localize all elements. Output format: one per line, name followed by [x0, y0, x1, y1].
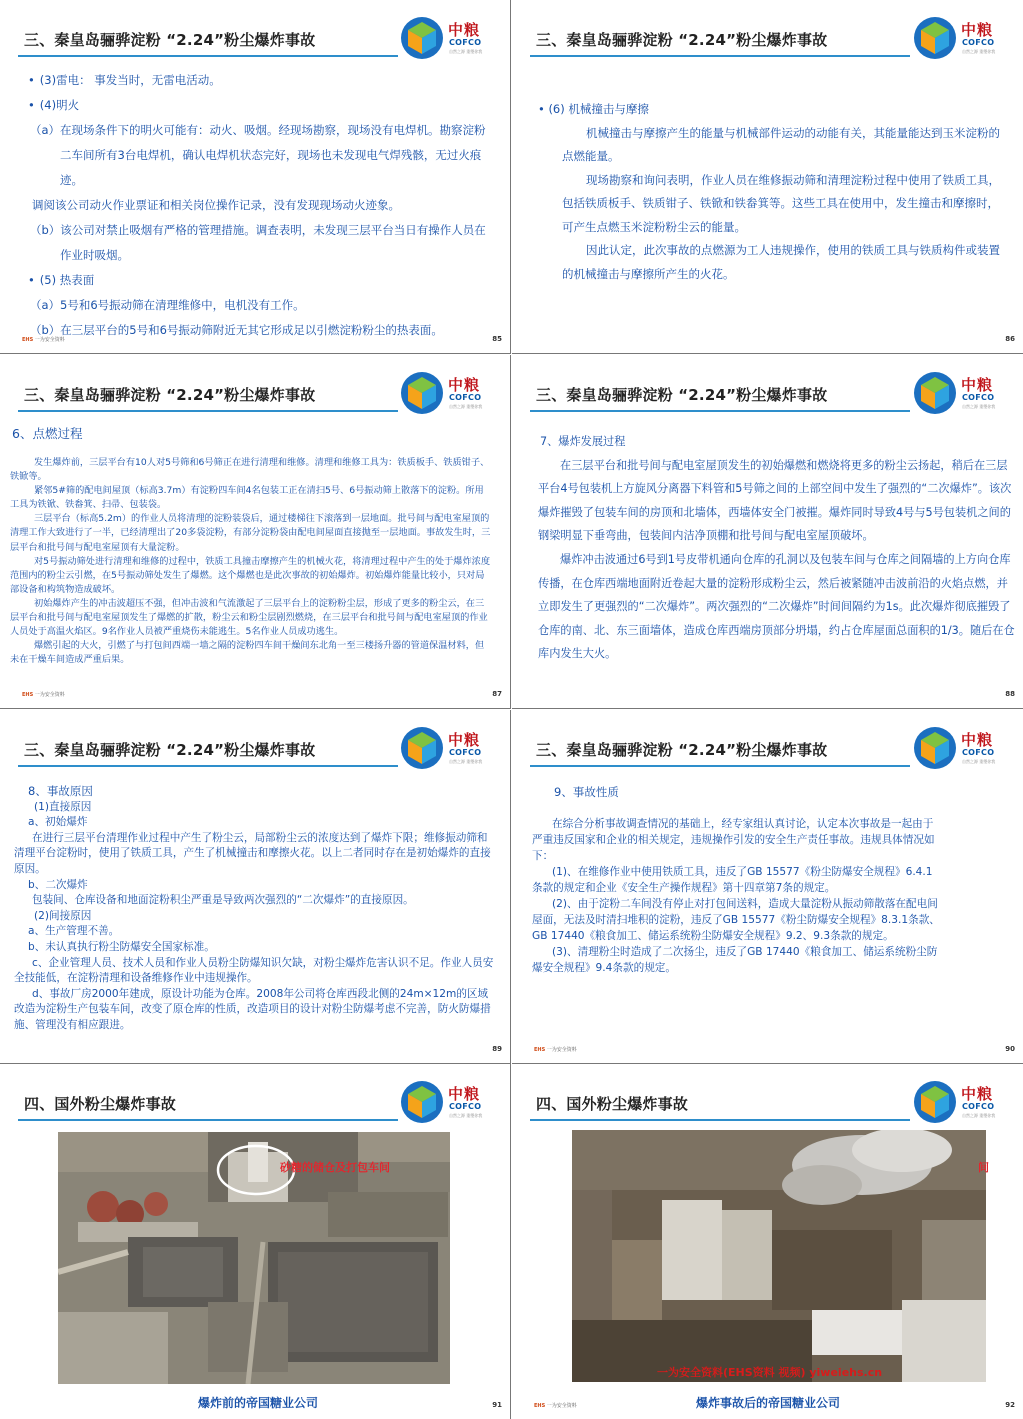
photo-caption: 爆炸前的帝国糖业公司 [198, 1396, 319, 1410]
logo-cn: 中粮 [448, 21, 481, 39]
logo-en: COFCO [962, 393, 995, 402]
cofco-cube-icon [913, 16, 957, 60]
slide-title: 四、国外粉尘爆炸事故 [536, 1095, 689, 1113]
slide-89-line: c、企业管理人员、技术人员和作业人员粉尘防爆知识欠缺，对粉尘爆炸危害认识不足。作业人员安全技能低，在淀粉清理和设备维修作业中违规操作。 [14, 956, 494, 985]
slide-86-para: 因此认定，此次事故的点燃源为工人违规操作，使用的铁质工具与铁质构件或装置的机械撞击与摩擦所产生的火花。 [562, 243, 1000, 281]
logo-tagline: 自然之源 重塑你我 [449, 404, 483, 409]
logo-tagline: 自然之源 重塑你我 [962, 404, 996, 409]
slide-89-line: (2)间接原因 [34, 909, 92, 922]
slide-87-para: 初始爆炸产生的冲击波超压不强，但冲击波和气流激起了三层平台上的淀粉粉尘层，形成了更多的粉尘云，在三层平台和批号间与配电室屋顶发生了爆燃的扩散，粉尘云和粉尘层剧烈燃烧，在三层平台和批号间与配电室屋顶的作业人员处于高温火焰区。9名作业人员被严重烧伤未能逃生。5名作业人员成功逃生。 [10, 597, 488, 638]
slide-89-line: b、未认真执行粉尘防爆安全国家标准。 [28, 940, 215, 953]
slide-88-para: 爆炸冲击波通过6号到1号皮带机通向仓库的孔洞以及包装车间与仓库之间隔墙的上方向仓库传播，在仓库西端地面附近卷起大量的淀粉形成粉尘云，然后被紧随冲击波前沿的火焰点燃，并立即发生了更强烈的“二次爆炸”。两次强烈的“二次爆炸”时间间隔约为1s。此次爆炸彻底摧毁了仓库的南、北、东三面墙体，造成仓库西端房顶部分坍塌，约占仓库屋面总面积的1/3。随后在仓库内发生大火。 [538, 552, 1015, 661]
title-rule [530, 765, 910, 767]
aerial-photo-after [572, 1130, 986, 1382]
slide-87-para: 三层平台（标高5.2m）的作业人员将清理的淀粉装袋后，通过楼梯往下滚落到一层地面。批号间与配电室屋顶的清理工作大致进行了一半，已经清理出了20多袋淀粉，有部分淀粉袋由配电间屋面直接抛至一层地面。事故发生时，三层平台和批号间与配电室屋顶有大量淀粉。 [10, 513, 491, 553]
slide-87-head: 6、点燃过程 [12, 426, 83, 441]
slide-85-line: • (4)明火 [22, 93, 492, 118]
page-number: 87 [492, 690, 502, 698]
slide-85-line: • (3)雷电： 事发当时，无雷电活动。 [22, 68, 492, 93]
slide-title: 三、秦皇岛骊骅淀粉 “2.24”粉尘爆炸事故 [24, 386, 316, 404]
slide-91[interactable] [0, 1064, 511, 1419]
logo-tagline: 自然之源 重塑你我 [962, 1113, 996, 1118]
cofco-logo [913, 371, 1011, 415]
slide-86-para: 机械撞击与摩擦产生的能量与机械部件运动的动能有关，其能量能达到玉米淀粉的点燃能量。 [562, 125, 1000, 163]
silo-label: 砂糖的储仓及打包车间 [280, 1161, 390, 1174]
logo-en: COFCO [962, 1102, 995, 1111]
photo-caption: 爆炸事故后的帝国糖业公司 [696, 1396, 841, 1410]
logo-cn: 中粮 [961, 376, 994, 394]
title-rule [18, 410, 398, 412]
title-rule [18, 765, 398, 767]
slide-85-line: （a）5号和6号振动筛在清理维修中，电机没有工作。 [30, 298, 305, 312]
slide-85-line: 调阅该公司动火作业票证和相关岗位操作记录，没有发现现场动火迹象。 [32, 198, 400, 212]
slide-85-body [22, 68, 492, 343]
logo-cn: 中粮 [961, 731, 994, 749]
logo-cn: 中粮 [448, 1085, 481, 1103]
title-rule [530, 410, 910, 412]
watermark-text: 一为安全资料(EHS资料 视频) yiweiehs.cn [657, 1366, 883, 1379]
title-rule [530, 55, 910, 57]
footer-logo: EHS 一为安全资料 [534, 1403, 577, 1409]
slide-86-body [538, 98, 1008, 286]
silo-label: 间 [978, 1161, 989, 1174]
aerial-photo-before [58, 1132, 450, 1384]
cofco-logo [913, 16, 1011, 60]
logo-cn: 中粮 [961, 1085, 994, 1103]
slide-88-body [538, 430, 1016, 666]
slide-title: 三、秦皇岛骊骅淀粉 “2.24”粉尘爆炸事故 [24, 31, 316, 49]
slide-86-para: 现场勘察和询问表明，作业人员在维修振动筛和清理淀粉过程中使用了铁质工具，包括铁质板手、铁质钳子、铁锨和铁畚箕等。这些工具在使用中，发生撞击和摩擦时，可产生点燃玉米淀粉粉尘云的能量。 [562, 172, 1000, 234]
page-number: 85 [492, 335, 502, 343]
explosion-aftermath-image [572, 1130, 986, 1382]
logo-tagline: 自然之源 重塑你我 [449, 1113, 483, 1118]
logo-tagline: 自然之源 重塑你我 [449, 49, 483, 54]
slide-90-para: 在综合分析事故调查情况的基础上，经专家组认真讨论，认定本次事故是一起由于严重违反国家和企业的相关规定，违规操作引发的安全生产责任事故。违规具体情况如下： [532, 818, 935, 862]
slide-87-para: 对5号振动筛处进行清理和维修的过程中，铁质工具撞击摩擦产生的机械火花，将清理过程中产生的处于爆炸浓度范围内的粉尘云引燃，在5号振动筛处发生了爆燃。这个爆燃也是此次事故的初始爆炸。初始爆炸能量比较小，只对局部设备和构筑物造成破坏。 [10, 555, 491, 595]
slide-87-body [10, 456, 492, 667]
cofco-cube-icon [400, 1080, 444, 1124]
cofco-cube-icon [400, 16, 444, 60]
slide-90-para: (1)、在维修作业中使用铁质工具，违反了GB 15577《粉尘防爆安全规程》6.4.1条款的规定和企业《安全生产操作规程》第十四章第7条的规定。 [532, 866, 933, 894]
slide-89-line: 包装间、仓库设备和地面淀粉积尘严重是导致两次强烈的“二次爆炸”的直接原因。 [32, 894, 414, 907]
footer-logo: EHS 一为安全资料 [534, 1047, 577, 1053]
slide-90-head: 9、事故性质 [554, 785, 619, 799]
logo-en: COFCO [449, 38, 482, 47]
logo-en: COFCO [449, 748, 482, 757]
cofco-cube-icon [913, 371, 957, 415]
cofco-logo [400, 371, 498, 415]
page-number: 92 [1005, 1401, 1015, 1409]
slide-title: 四、国外粉尘爆炸事故 [24, 1095, 177, 1113]
slide-title: 三、秦皇岛骊骅淀粉 “2.24”粉尘爆炸事故 [24, 741, 316, 759]
logo-cn: 中粮 [448, 376, 481, 394]
slide-89-line: 在进行三层平台清理作业过程中产生了粉尘云，局部粉尘云的浓度达到了爆炸下限；维修振动筛和清理平台淀粉时，使用了铁质工具，产生了机械撞击和摩擦火花。以上二者同时存在是初始爆炸的直接原因。 [14, 831, 491, 875]
cofco-logo [913, 1080, 1011, 1124]
footer-logo: EHS 一为安全资料 [22, 337, 65, 343]
slide-89-line: b、二次爆炸 [28, 878, 88, 891]
page-number: 89 [492, 1045, 502, 1053]
logo-tagline: 自然之源 重塑你我 [962, 49, 996, 54]
cofco-cube-icon [400, 371, 444, 415]
cofco-logo [400, 16, 498, 60]
logo-tagline: 自然之源 重塑你我 [449, 759, 483, 764]
slide-90-para: (3)、清理粉尘时造成了二次扬尘，违反了GB 17440《粮食加工、储运系统粉尘防爆安全规程》9.4条款的规定。 [532, 946, 938, 974]
title-rule [18, 55, 398, 57]
slide-89-line: (1)直接原因 [34, 800, 92, 813]
slide-89-line: a、生产管理不善。 [28, 925, 120, 938]
slide-92[interactable] [512, 1064, 1023, 1419]
logo-en: COFCO [449, 1102, 482, 1111]
logo-cn: 中粮 [961, 21, 994, 39]
slide-89-body [14, 784, 494, 1034]
cofco-logo [400, 726, 498, 770]
slide-title: 三、秦皇岛骊骅淀粉 “2.24”粉尘爆炸事故 [536, 386, 828, 404]
slide-89-line: d、事故厂房2000年建成，原设计功能为仓库。2008年公司将仓库西段北侧的24m×12m的区域改造为淀粉生产包装车间，改变了原仓库的性质，改造项目的设计对粉尘防爆考虑不完善，防火防爆措施、管理没有相应跟进。 [14, 987, 491, 1031]
cofco-cube-icon [913, 1080, 957, 1124]
logo-en: COFCO [449, 393, 482, 402]
slide-86-head: • (6) 机械撞击与摩擦 [538, 102, 649, 116]
slide-88-para: 在三层平台和批号间与配电室屋顶发生的初始爆燃和燃烧将更多的粉尘云扬起，稍后在三层平台4号包装机上方旋风分离器下料管和5号筛之间的上部空间中发生了强烈的“二次爆炸”。该次爆炸摧毁了包装车间的房顶和北墙体，西墙体安全门被摧。爆炸同时导致4号与5号包装机之间的钢梁明显下垂弯曲，包装间内洁净顶棚和批号间与配电室屋顶破坏。 [538, 458, 1012, 543]
slide-87-para: 爆燃引起的大火，引燃了与打包间西端一墙之隔的淀粉四车间干燥间东北角一至三楼扬升器的管道保温材料，但未在干燥车间造成严重后果。 [10, 640, 485, 666]
page-number: 91 [492, 1401, 502, 1409]
aerial-factory-image [58, 1132, 450, 1384]
cofco-logo [400, 1080, 498, 1124]
title-rule [18, 1119, 398, 1121]
slide-85-line: • (5) 热表面 [22, 268, 492, 293]
slide-87-para: 紧邻5#筛的配电间屋顶（标高3.7m）有淀粉四车间4名包装工正在清扫5号、6号振动筛上散落下的淀粉。所用工具为铁锨、铁畚箕、扫帚、包装袋。 [10, 485, 484, 511]
slide-85-line: （a）在现场条件下的明火可能有：动火、吸烟。经现场勘察，现场没有电焊机。勘察淀粉二车间所有3台电焊机，确认电焊机状态完好，现场也未发现电气焊残骸，无过火痕迹。 [30, 123, 486, 187]
slide-90-para: (2)、由于淀粉二车间没有停止对打包间送料，造成大量淀粉从振动筛散落在配电间屋面，无法及时清扫堆积的淀粉，违反了GB 15577《粉尘防爆安全规程》8.3.1条款、GB 17440《粮食加工、储运系统粉尘防爆安全规程》9.2、9.3条款的规定。 [532, 898, 940, 942]
page-number: 86 [1005, 335, 1015, 343]
logo-tagline: 自然之源 重塑你我 [962, 759, 996, 764]
cofco-logo [913, 726, 1011, 770]
logo-en: COFCO [962, 38, 995, 47]
title-rule [530, 1119, 910, 1121]
slide-89-line: a、初始爆炸 [28, 816, 88, 829]
footer-logo: EHS 一为安全资料 [22, 692, 65, 698]
slide-title: 三、秦皇岛骊骅淀粉 “2.24”粉尘爆炸事故 [536, 741, 828, 759]
page-number: 88 [1005, 690, 1015, 698]
page-number: 90 [1005, 1045, 1015, 1053]
slide-85-line: （b）该公司对禁止吸烟有严格的管理措施。调查表明，未发现三层平台当日有操作人员在作业时吸烟。 [30, 223, 486, 262]
slide-88-head: 7、爆炸发展过程 [540, 435, 626, 448]
slide-title: 三、秦皇岛骊骅淀粉 “2.24”粉尘爆炸事故 [536, 31, 828, 49]
slide-85-line: （b）在三层平台的5号和6号振动筛附近无其它形成足以引燃淀粉粉尘的热表面。 [30, 323, 443, 337]
logo-en: COFCO [962, 748, 995, 757]
slide-89-head: 8、事故原因 [28, 784, 93, 798]
cofco-cube-icon [913, 726, 957, 770]
slide-90-body [532, 784, 942, 976]
slide-87-para: 发生爆炸前，三层平台有10人对5号筛和6号筛正在进行清理和维修。清理和维修工具为：铁质板手、铁质钳子、铁锨等。 [10, 457, 490, 483]
cofco-cube-icon [400, 726, 444, 770]
logo-cn: 中粮 [448, 731, 481, 749]
